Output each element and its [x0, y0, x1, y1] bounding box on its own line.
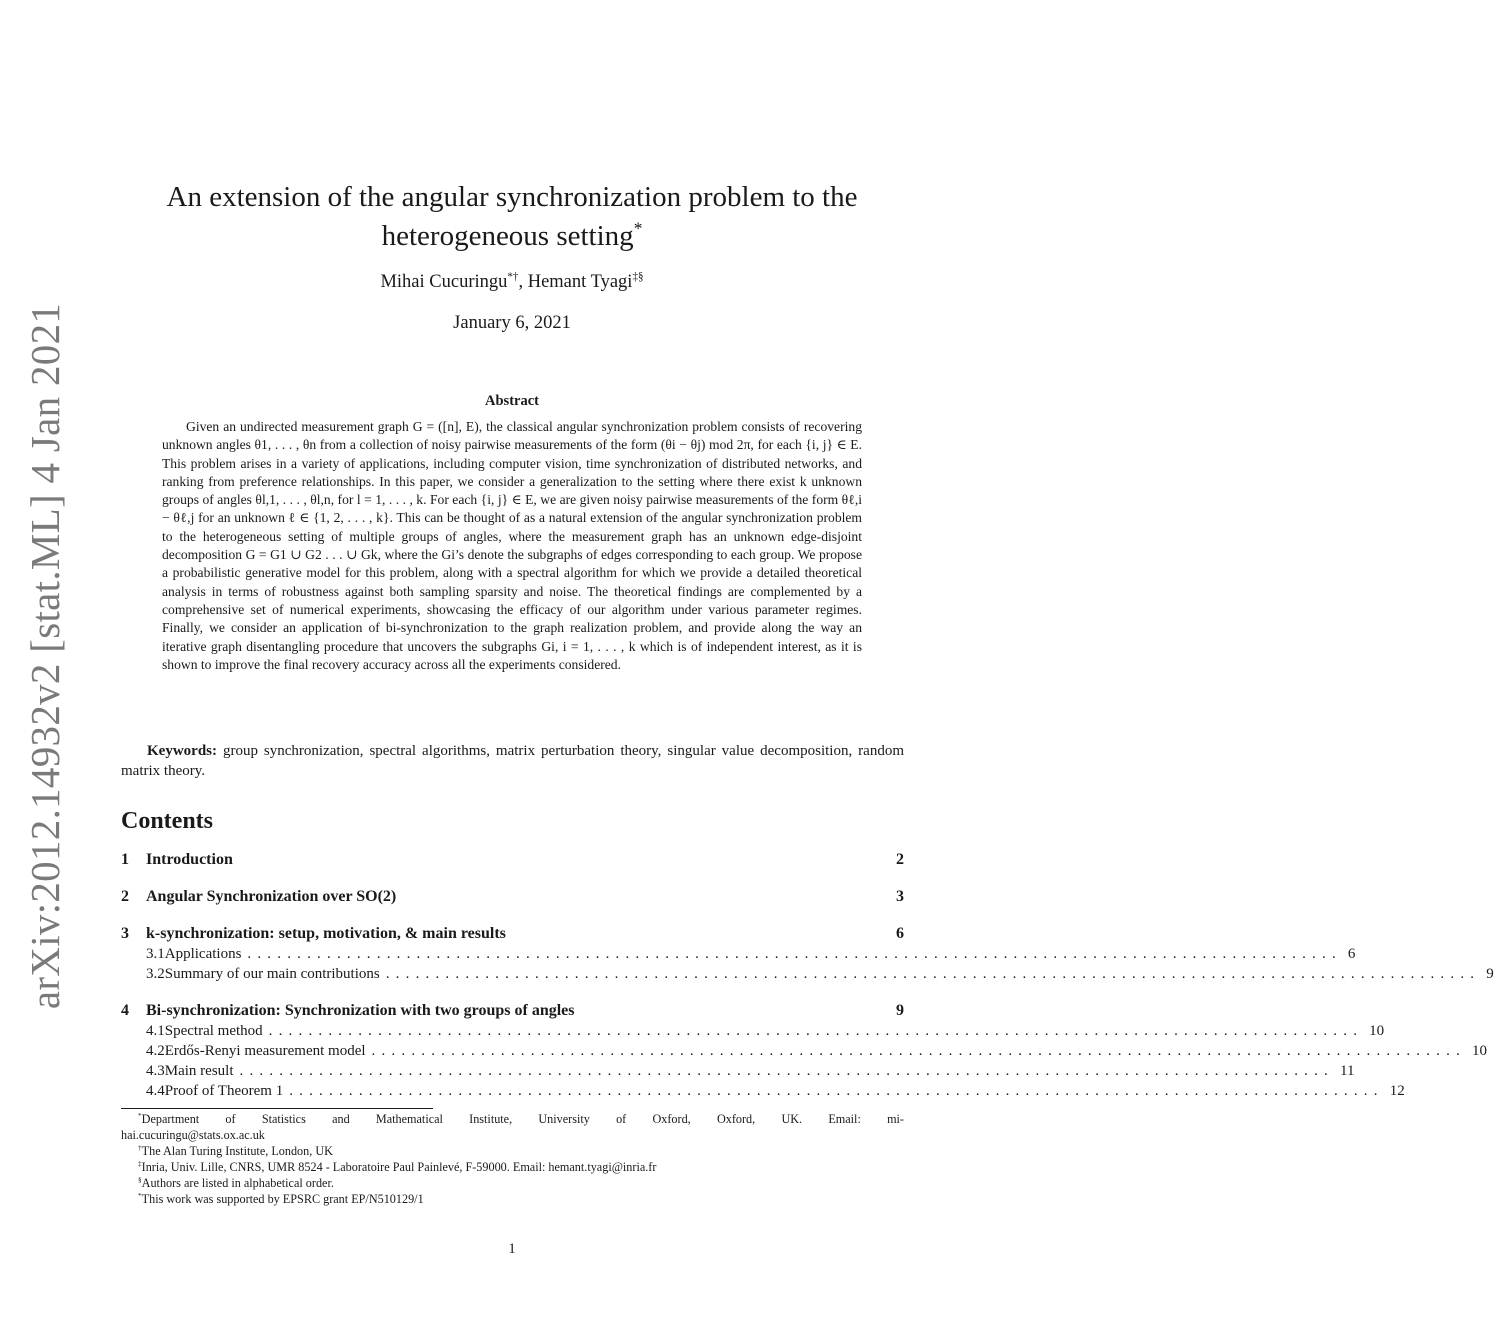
toc-page: 3 [896, 888, 904, 905]
toc-label: k-synchronization: setup, motivation, & main results [146, 925, 506, 942]
keywords-label: Keywords: [147, 743, 217, 759]
title-line-1: An extension of the angular synchronization problem to the [166, 181, 858, 213]
author-2: Hemant Tyagi [527, 272, 633, 292]
footnote-text: The Alan Turing Institute, London, UK [141, 1144, 333, 1158]
footnote-2 [121, 1143, 904, 1159]
footnote-divider [121, 1108, 433, 1109]
footnote-mark: † [138, 1142, 142, 1152]
toc-subsection-4-1[interactable] [121, 1021, 1385, 1041]
footnote-mark: * [138, 1190, 142, 1200]
toc-number: 4 [121, 1002, 129, 1019]
keywords-paragraph [121, 741, 904, 781]
toc-page: 12 [1389, 1083, 1405, 1099]
abstract-text: Given an undirected measurement graph G = ([n], E), the classical angular synchronization problem consists of recovering unknown angles θ1, . . . , θn from a collection of noisy pairwise measurements of the form (θi − θj) mod 2π, for each {i, j} ∈ E. This problem arises in a variety of applications, including computer vision, time synchronization of distributed networks, and ranking from preference relationships. In this paper, we consider a generalization to the setting where there exist k unknown groups of angles θl,1, . . . , θl,n, for l = 1, . . . , k. For each {i, j} ∈ E, we are given noisy pairwise measurements of the form θℓ,i − θℓ,j for an unknown ℓ ∈ {1, 2, . . . , k}. This can be thought of as a natural extension of the angular synchronization problem to the heterogeneous setting of multiple groups of angles, where the measurement graph has an unknown edge-disjoint decomposition G = G1 ∪ G2 . . . ∪ Gk, where the Gi’s denote the subgraphs of edges corresponding to each group. We propose a probabilistic generative model for this problem, along with a spectral algorithm for which we provide a detailed theoretical analysis in terms of robustness against both sampling sparsity and noise. The theoretical findings are complemented by a comprehensive set of numerical experiments, showcasing the efficacy of our algorithm under various parameter regimes. Finally, we consider an application of bi-synchronization to the graph realization problem, and provide along the way an iterative graph disentangling procedure that uncovers the subgraphs Gi, i = 1, . . . , k which is of independent interest, as it is shown to improve the final recovery accuracy across all the experiments considered. [162, 419, 862, 672]
author-2-marks: ‡§ [632, 270, 644, 283]
toc-subsection-3-2[interactable] [121, 964, 1494, 984]
title-line-2-text: heterogeneous setting [381, 220, 634, 252]
toc-number: 1 [121, 851, 129, 868]
toc-subsection-4-3[interactable] [121, 1061, 1355, 1081]
footnote-5 [121, 1191, 904, 1207]
toc-page: 9 [1486, 966, 1494, 982]
toc-page: 9 [896, 1002, 904, 1019]
toc-label: Introduction [146, 851, 233, 868]
toc-page: 10 [1472, 1043, 1488, 1059]
keywords-text: group synchronization, spectral algorithms, matrix perturbation theory, singular value decomposition, random matrix theory. [121, 743, 904, 779]
toc-number: 3.2 [146, 966, 165, 982]
toc-subsection-3-1[interactable] [121, 944, 1356, 964]
toc-leader-dots: .............................................................................................................. [289, 1083, 1384, 1099]
footnote-1-continued: hai.cucuringu@stats.ox.ac.uk [121, 1128, 265, 1142]
arxiv-identifier-stamp: arXiv:2012.14932v2 [stat.ML] 4 Jan 2021 [22, 302, 68, 1010]
toc-page: 6 [896, 925, 904, 942]
toc-leader-dots: .............................................................................................................. [385, 966, 1481, 982]
footnote-4 [121, 1175, 904, 1191]
author-1-marks: *† [507, 270, 519, 283]
toc-page: 10 [1369, 1023, 1385, 1039]
toc-page: 6 [1347, 946, 1356, 962]
footnote-text: Inria, Univ. Lille, CNRS, UMR 8524 - Laboratoire Paul Painlevé, F-59000. Email: hemant.tyagi@inria.fr [141, 1160, 657, 1174]
footnote-text: This work was supported by EPSRC grant EP/N510129/1 [141, 1192, 424, 1206]
toc-leader-dots: .............................................................................................................. [239, 1063, 1334, 1079]
toc-leader-dots: .............................................................................................................. [371, 1043, 1467, 1059]
toc-page: 2 [896, 851, 904, 868]
contents-heading: Contents [121, 808, 214, 834]
paper-title [140, 178, 884, 256]
author-list [140, 272, 884, 293]
toc-number: 3.1 [146, 946, 165, 962]
toc-label: Spectral method [164, 1023, 263, 1039]
toc-label: Angular Synchronization over SO(2) [146, 888, 397, 905]
toc-page: 11 [1340, 1063, 1355, 1079]
toc-subsection-4-2[interactable] [121, 1041, 1488, 1061]
footnote-text: Authors are listed in alphabetical order. [141, 1176, 334, 1190]
toc-number: 2 [121, 888, 129, 905]
abstract-heading: Abstract [485, 393, 539, 409]
footnote-3 [121, 1159, 904, 1175]
page-number: 1 [508, 1241, 516, 1257]
publication-date: January 6, 2021 [453, 313, 571, 333]
toc-label: Main result [164, 1063, 234, 1079]
title-line-2 [140, 217, 884, 256]
footnote-mark: * [138, 1110, 142, 1120]
footnote-mark: ‡ [138, 1158, 142, 1168]
toc-section-3[interactable] [121, 924, 904, 944]
toc-label: Applications [164, 946, 242, 962]
toc-number: 4.4 [146, 1083, 165, 1099]
toc-section-2[interactable] [121, 887, 904, 907]
toc-label: Proof of Theorem 1 [164, 1083, 284, 1099]
author-separator: , [518, 272, 528, 292]
toc-label: Bi-synchronization: Synchronization with two groups of angles [146, 1002, 575, 1019]
toc-leader-dots: .............................................................................................................. [247, 946, 1342, 962]
footnote-text: Department of Statistics and Mathematical Institute, University of Oxford, Oxford, UK. Email: mi- [141, 1112, 904, 1126]
toc-label: Summary of our main contributions [164, 966, 380, 982]
toc-section-4[interactable] [121, 1001, 904, 1021]
toc-number: 4.1 [146, 1023, 165, 1039]
toc-leader-dots: .............................................................................................................. [268, 1023, 1364, 1039]
toc-subsection-4-4[interactable] [121, 1081, 1405, 1101]
toc-label: Erdős-Renyi measurement model [164, 1043, 366, 1059]
toc-number: 3 [121, 925, 129, 942]
author-1: Mihai Cucuringu [380, 272, 508, 292]
footnotes [121, 1111, 904, 1207]
toc-number: 4.3 [146, 1063, 165, 1079]
toc-section-1[interactable] [121, 850, 904, 870]
footnote-mark: § [138, 1174, 142, 1184]
toc-number: 4.2 [146, 1043, 165, 1059]
table-of-contents [121, 850, 1494, 1101]
footnote-1 [121, 1111, 904, 1127]
title-footnote-mark: * [633, 218, 643, 239]
